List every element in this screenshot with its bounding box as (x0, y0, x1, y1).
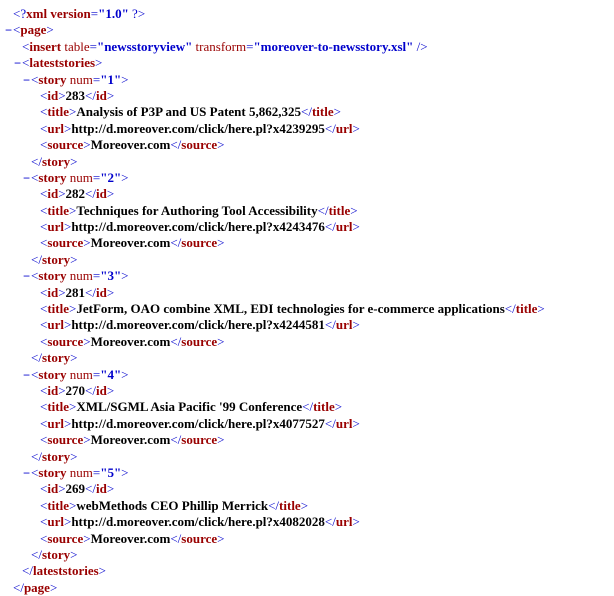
open-tag-story: −<story num="1"> (22, 71, 129, 87)
close-tag-story: </story> (31, 251, 78, 267)
field-source: <source>Moreover.com</source> (40, 333, 225, 349)
field-id: <id>282</id> (40, 186, 115, 202)
close-tag-lateststories: </lateststories> (22, 563, 106, 579)
open-tag-story: −<story num="4"> (22, 366, 129, 382)
field-source: <source>Moreover.com</source> (40, 530, 225, 546)
close-tag-story: </story> (31, 448, 78, 464)
tree-toggle[interactable]: − (22, 367, 30, 382)
field-title: <title>JetForm, OAO combine XML, EDI technologies for e-commerce applications</title> (40, 301, 545, 317)
open-tag-page: −<page> (4, 22, 54, 38)
field-url: <url>http://d.moreover.com/click/here.pl?x4239295</url> (40, 120, 360, 136)
tree-toggle[interactable]: − (22, 72, 30, 87)
close-tag-story: </story> (31, 546, 78, 562)
field-id: <id>270</id> (40, 382, 115, 398)
field-url: <url>http://d.moreover.com/click/here.pl?x4243476</url> (40, 219, 360, 235)
insert-tag: <insert table="newsstoryview" transform="moreover-to-newsstory.xsl" /> (22, 38, 428, 54)
tree-toggle[interactable]: − (22, 170, 30, 185)
tree-toggle[interactable]: − (13, 56, 21, 71)
field-url: <url>http://d.moreover.com/click/here.pl?x4082028</url> (40, 514, 360, 530)
field-source: <source>Moreover.com</source> (40, 137, 225, 153)
close-tag-story: </story> (31, 153, 78, 169)
field-url: <url>http://d.moreover.com/click/here.pl?x4077527</url> (40, 415, 360, 431)
field-url: <url>http://d.moreover.com/click/here.pl?x4244581</url> (40, 317, 360, 333)
open-tag-lateststories: −<lateststories> (13, 55, 103, 71)
field-id: <id>269</id> (40, 481, 115, 497)
tree-toggle[interactable]: − (4, 23, 12, 38)
field-id: <id>283</id> (40, 87, 115, 103)
field-title: <title>webMethods CEO Phillip Merrick</title> (40, 497, 309, 513)
field-source: <source>Moreover.com</source> (40, 235, 225, 251)
field-title: <title>Techniques for Authoring Tool Accessibility</title> (40, 202, 358, 218)
tree-toggle[interactable]: − (22, 269, 30, 284)
open-tag-story: −<story num="3"> (22, 268, 129, 284)
field-title: <title>XML/SGML Asia Pacific '99 Conference</title> (40, 399, 343, 415)
open-tag-story: −<story num="2"> (22, 169, 129, 185)
tree-toggle[interactable]: − (22, 465, 30, 480)
xml-declaration: <?xml version="1.0" ?> (13, 6, 146, 21)
open-tag-story: −<story num="5"> (22, 464, 129, 480)
close-tag-page: </page> (13, 579, 58, 595)
close-tag-story: </story> (31, 350, 78, 366)
field-source: <source>Moreover.com</source> (40, 432, 225, 448)
field-id: <id>281</id> (40, 284, 115, 300)
field-title: <title>Analysis of P3P and US Patent 5,862,325</title> (40, 104, 341, 120)
